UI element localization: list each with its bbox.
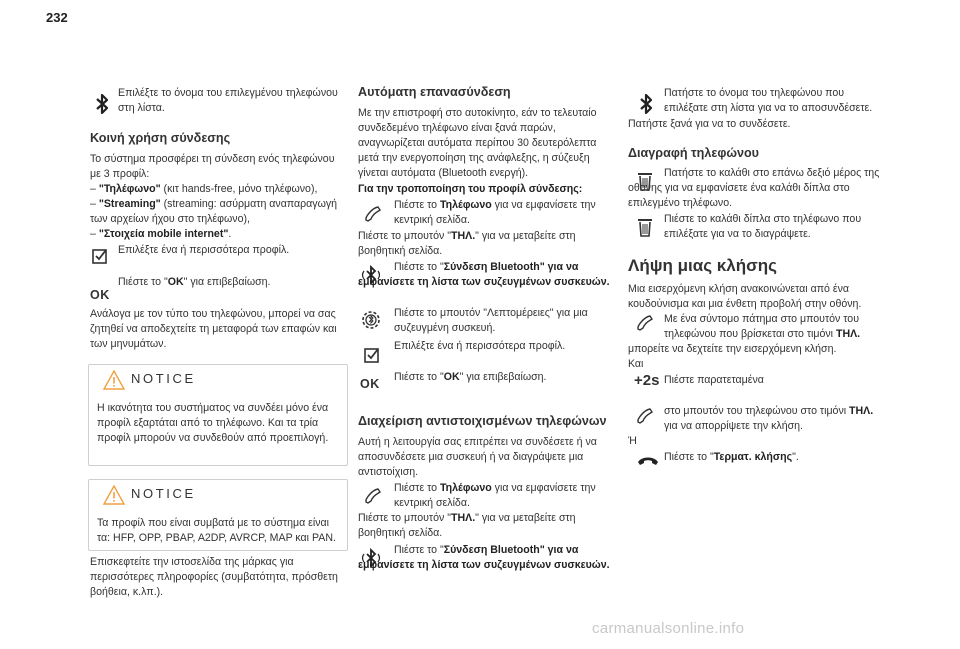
manage-paired-text: Αυτή η λειτουργία σας επιτρέπει να συνδέσετε ή να αποσυνδέσετε μια συσκευή ή να διαγράψετε μια αντιστοίχιση. [358,436,597,479]
short-press-pre: Με ένα σύντομο πάτημα στο μπουτόν του τηλεφώνου που βρίσκεται στο τιμόνι [664,313,859,341]
press-phone-text [394,481,618,511]
press-bt-bold: Σύνδεση Bluetooth" για να εμφανίσετε τη λίστα των συζευγμένων συσκευών. [358,544,610,572]
long-press-btn-pre: στο μπουτόν του τηλεφώνου στο τιμόνι [664,405,850,417]
end-call-pre: Πιέστε το " [664,451,714,463]
press-ok-bold: OK [167,276,184,288]
press-ok-post: " για επιβεβαίωση. [459,371,547,383]
press-phone-text [394,198,618,228]
short-press-text [664,312,890,342]
delete-phone-heading: Διαγραφή τηλεφώνου [628,146,759,160]
press-bt-pre: Πιέστε το " [394,261,444,273]
notice-title: NOTICE [131,371,196,386]
select-profiles-text: Επιλέξτε ένα ή περισσότερα προφίλ. [394,340,566,352]
shared-connection-text: Το σύστημα προσφέρει τη σύνδεση ενός τηλεφώνου με 3 προφίλ: – "Τηλέφωνο" (κιτ hands-free, μόνο τηλέφωνο), – "Streaming" (streaming: ασύρματη αναπαραγωγή των αρχείων ήχου στο τηλέφωνο), – "Στοιχεία mobile internet". [90,153,338,241]
watermark: carmanualsonline.info [592,620,745,637]
press-phone-post: για να εμφανίσετε την κεντρική σελίδα. [394,482,596,510]
checklist-icon [362,345,382,365]
press-phone-post: για να εμφανίσετε την κεντρική σελίδα. [394,199,596,227]
press-phone-pre: Πιέστε το [394,199,440,211]
press-tel-post: " για να μεταβείτε στη βοηθητική σελίδα. [358,512,576,540]
profile-phone-desc: (κιτ hands-free, μόνο τηλέφωνο), [160,183,318,196]
auto-reconnect-heading: Αυτόματη επανασύνδεση [358,85,511,99]
accept-call-text: μπορείτε να δεχτείτε την εισερχόμενη κλήση. [628,343,837,355]
press-again-text: Πατήστε ξανά για να το συνδέσετε. [628,118,791,130]
press-tel-text [358,511,618,541]
phone-handset-icon [362,485,384,507]
phone-handset-icon [634,405,656,427]
press-ok-text [394,370,618,385]
long-press-btn-bold: ΤΗΛ. [849,405,874,417]
press-ok-bold: OK [443,371,460,383]
profile-streaming: "Streaming" [98,198,161,211]
press-ok-pre: Πιέστε το " [118,276,168,288]
press-trash2-text: Πιέστε το καλάθι δίπλα στο τηλέφωνο που επιλέξατε για να το διαγράψετε. [664,213,862,241]
short-press-bold: ΤΗΛ. [835,328,861,341]
notice-title: NOTICE [131,486,196,501]
press-tel-post: " για να μεταβείτε στη βοηθητική σελίδα. [358,230,576,258]
select-profiles-text: Επιλέξτε ένα ή περισσότερα προφίλ. [118,244,290,256]
press-trash-text: Πατήστε το καλάθι στο επάνω δεξιό μέρος της οθόνης για να εμφανίσετε ένα καλάθι δίπλα στο επιλεγμένο τηλέφωνο. [628,167,880,210]
press-ok-post: " για επιβεβαίωση. [183,276,271,288]
depending-text: Ανάλογα με τον τύπο του τηλεφώνου, μπορεί να σας ζητηθεί να αποδεχτείτε τη μεταφορά των επαφών και των μηνυμάτων. [90,308,337,351]
press-tel-pre: Πιέστε το μπουτόν " [358,230,452,242]
press-tel-pre: Πιέστε το μπουτόν " [358,512,452,524]
press-bt-pre: Πιέστε το " [394,544,444,556]
press-name-text: Πατήστε το όνομα του τηλεφώνου που επιλέξατε στη λίστα για να το αποσυνδέσετε. [664,87,873,115]
end-call-text [664,450,890,465]
end-call-post: ". [792,451,799,463]
press-tel-bold: ΤΗΛ. [451,512,476,524]
phone-handset-icon [634,312,656,334]
gear-bluetooth-icon [358,307,384,333]
press-ok-pre: Πιέστε το " [394,371,444,383]
warning-icon [103,485,125,505]
notice-text: Τα προφίλ που είναι συμβατά με το σύστημα είναι τα: HFP, OPP, PBAP, A2DP, AVRCP, MAP και PAN. [97,517,336,545]
notice-box-2 [88,479,348,551]
notice-text: Η ικανότητα του συστήματος να συνδέει μόνο ένα προφίλ εξαρτάται από το τηλέφωνο. Και τα τρία προφίλ μπορούν να συνδεθούν από προεπιλογή. [97,402,329,445]
receive-call-heading: Λήψη μιας κλήσης [628,256,777,275]
select-phone-text: Επιλέξτε το όνομα του επιλεγμένου τηλεφώνου στη λίστα. [118,87,338,115]
auto-reconnect-text: Με την επιστροφή στο αυτοκίνητο, εάν το τελευταίο συνδεδεμένο τηλέφωνο είναι ξανά παρών, αναγνωρίζεται αυτόματα περίπου 30 δευτερόλεπτα μετά την ενεργοποίηση της ανάφλεξης, η σύζευξη γίνεται αυτόματα (Bluetooth ενεργή). [358,107,597,180]
modify-bold: Για την τροποποίηση του προφίλ σύνδεσης: [358,183,583,195]
profile-streaming-desc: (streaming: ασύρματη αναπαραγωγή των αρχείων ήχου στο τηλέφωνο), [90,198,338,226]
profile-phone: "Τηλέφωνο" [98,183,161,196]
ok-button-icon: OK [360,377,380,391]
press-phone-bold: Τηλέφωνο [440,482,492,494]
long-press-button-text [664,404,890,434]
notice-box-1 [88,364,348,466]
incoming-call-text: Μια εισερχόμενη κλήση ανακοινώνεται από ένα κουδούνισμα και μια ένθετη προβολή στην οθόνη. [628,283,862,311]
shared-connection-heading: Κοινή χρήση σύνδεσης [90,131,231,145]
checklist-icon [90,246,110,266]
modify-profile-label [358,182,618,197]
trash-icon [636,216,654,238]
bluetooth-icon [634,92,658,116]
visit-website-text: Επισκεφτείτε την ιστοσελίδα της μάρκας για περισσότερες πληροφορίες (συμβατότητα, πρόσθετη βοήθεια, κ.λπ.). [90,556,338,599]
bluetooth-icon [90,92,114,116]
long-press-text: Πιέστε παρατεταμένα [664,374,764,386]
or-text: Ή [628,435,637,447]
shared-text: Το σύστημα προσφέρει τη σύνδεση ενός τηλεφώνου με 3 προφίλ: [90,153,335,181]
press-tel-bold: ΤΗΛ. [451,230,476,242]
reject-text: για να απορρίψετε την κλήση. [664,420,803,433]
press-details-text: Πιέστε το μπουτόν "Λεπτομέρειες" για μια συζευγμένη συσκευή. [394,307,588,335]
press-phone-bold: Τηλέφωνο [440,199,492,211]
page-number: 232 [46,10,68,25]
press-ok-text [118,275,348,290]
manage-paired-heading: Διαχείριση αντιστοιχισμένων τηλεφώνων [358,414,607,428]
phone-handset-icon [362,203,384,225]
press-bluetooth-text [358,260,618,290]
press-phone-pre: Πιέστε το [394,482,440,494]
press-bt-bold: Σύνδεση Bluetooth" για να εμφανίσετε τη λίστα των συζευγμένων συσκευών. [358,261,610,289]
profile-mobile-internet-desc: . [228,228,232,241]
press-tel-text [358,229,618,259]
end-call-bold: Τερματ. κλήσης [713,451,793,463]
and-text: Και [628,358,644,370]
hangup-icon [636,452,660,470]
plus-2s-icon: +2s [634,372,660,389]
warning-icon [103,370,125,390]
ok-button-icon: OK [90,288,110,302]
profile-mobile-internet: "Στοιχεία mobile internet" [98,228,229,241]
press-bluetooth-text [358,543,618,573]
